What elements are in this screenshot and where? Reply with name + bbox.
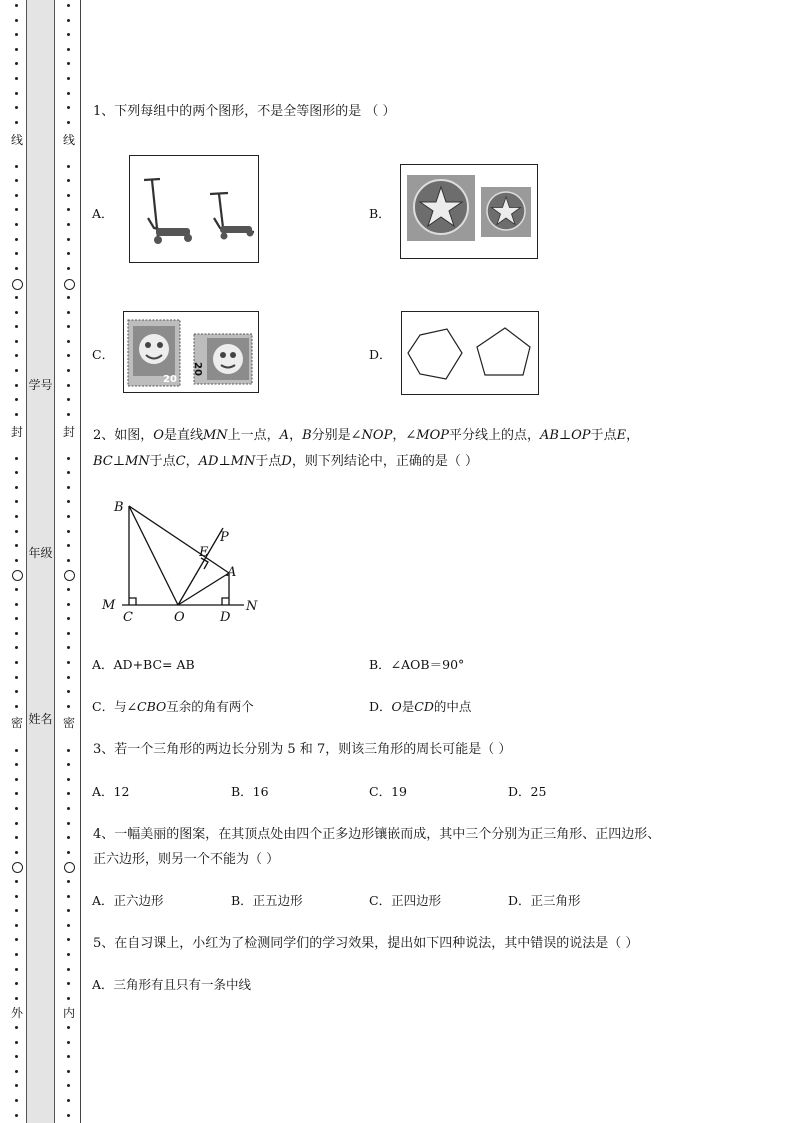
binding-dot: [67, 763, 70, 766]
binding-dot: [15, 982, 18, 985]
binding-dot: [15, 676, 18, 679]
binding-dot: [67, 296, 70, 299]
q1-option-a-label: A．: [92, 206, 114, 221]
geometry-diagram: [96, 494, 266, 624]
binding-dot: [67, 238, 70, 241]
margin-char-nei: 内: [62, 1006, 75, 1020]
binding-dot: [67, 398, 70, 401]
binding-dot: [67, 33, 70, 36]
binding-dot: [67, 457, 70, 460]
binding-dot: [67, 179, 70, 182]
binding-dot: [15, 486, 18, 489]
binding-dot: [15, 909, 18, 912]
hexagon-pentagon-icon: [402, 312, 538, 394]
question-5-stem: 5、在自习课上，小红为了检测同学们的学习效果，提出如下四种说法，其中错误的说法是（ ）: [93, 936, 639, 951]
binding-dot: [67, 267, 70, 270]
q1-option-b-label: B．: [369, 206, 391, 221]
binding-dot: [67, 617, 70, 620]
margin-border-line: [80, 0, 81, 1123]
binding-dot: [15, 179, 18, 182]
binding-hole-icon: [64, 862, 75, 873]
binding-dot: [67, 938, 70, 941]
binding-dot: [67, 530, 70, 533]
q1-option-d-label: D．: [369, 347, 392, 362]
label-C: C: [123, 610, 133, 624]
binding-dot: [15, 19, 18, 22]
binding-dot: [15, 661, 18, 664]
q5-option-a: A．三角形有且只有一条中线: [92, 977, 252, 992]
binding-dot: [67, 778, 70, 781]
binding-dot: [67, 588, 70, 591]
binding-dot: [15, 398, 18, 401]
label-M: M: [102, 598, 116, 613]
binding-dot: [15, 500, 18, 503]
binding-dot: [15, 165, 18, 168]
binding-dot: [67, 4, 70, 7]
binding-dot: [67, 121, 70, 124]
binding-dot: [67, 486, 70, 489]
question-2-stem-line1: 2、如图，O是直线MN上一点，A，B分别是∠NOP，∠MOP平分线上的点，AB⊥OP于点E，: [93, 428, 640, 443]
binding-dot: [15, 1041, 18, 1044]
q1-figure-scooters: [129, 155, 259, 263]
binding-dot: [15, 938, 18, 941]
binding-dot: [15, 223, 18, 226]
binding-dot: [15, 530, 18, 533]
binding-dot: [15, 953, 18, 956]
binding-dot: [67, 223, 70, 226]
binding-dot: [15, 1114, 18, 1117]
binding-dot: [15, 763, 18, 766]
binding-dot: [15, 1099, 18, 1102]
margin-char-mi-inner: 密: [62, 716, 75, 730]
binding-dot: [15, 325, 18, 328]
field-label-nianji: 年级: [28, 546, 53, 560]
binding-dot: [67, 471, 70, 474]
binding-dot: [15, 515, 18, 518]
binding-dot: [67, 924, 70, 927]
binding-dot: [15, 851, 18, 854]
binding-dot: [67, 603, 70, 606]
margin-char-wai: 外: [10, 1006, 23, 1020]
binding-dot: [67, 92, 70, 95]
binding-dot: [67, 792, 70, 795]
binding-dot: [67, 1026, 70, 1029]
q1-figure-polygons: [401, 311, 539, 395]
binding-dot: [15, 617, 18, 620]
binding-dot: [67, 880, 70, 883]
binding-dot: [15, 340, 18, 343]
binding-dot: [67, 836, 70, 839]
binding-dot: [15, 62, 18, 65]
binding-dot: [15, 1070, 18, 1073]
binding-dot: [15, 778, 18, 781]
binding-dot: [67, 311, 70, 314]
binding-dot: [67, 354, 70, 357]
binding-dot: [67, 384, 70, 387]
q4-option-a: A．正六边形: [92, 893, 164, 908]
binding-dot: [15, 194, 18, 197]
q2-geometry-figure: [96, 494, 266, 624]
binding-dot: [67, 325, 70, 328]
binding-dot: [15, 48, 18, 51]
outer-dotted-line: [12, 0, 22, 1123]
binding-dot: [15, 384, 18, 387]
student-info-band: [26, 0, 55, 1123]
q4-option-c: C．正四边形: [369, 893, 442, 908]
binding-dot: [15, 106, 18, 109]
binding-dot: [67, 194, 70, 197]
binding-dot: [15, 121, 18, 124]
binding-dot: [67, 822, 70, 825]
binding-dot: [15, 822, 18, 825]
binding-dot: [15, 632, 18, 635]
q2-option-d: D．O是CD的中点: [369, 699, 472, 714]
binding-dot: [15, 646, 18, 649]
binding-dot: [67, 48, 70, 51]
binding-dot: [67, 515, 70, 518]
binding-dot: [15, 968, 18, 971]
binding-dot: [67, 544, 70, 547]
star-emblem-icon: [401, 165, 537, 258]
binding-dot: [15, 880, 18, 883]
label-E: E: [199, 545, 209, 560]
binding-dot: [15, 4, 18, 7]
binding-dot: [15, 369, 18, 372]
binding-dot: [67, 165, 70, 168]
binding-dot: [15, 33, 18, 36]
binding-dot: [15, 471, 18, 474]
binding-dot: [67, 676, 70, 679]
q2-option-a: A．AD+BC= AB: [92, 657, 195, 672]
margin-char-feng-outer: 封: [10, 425, 23, 439]
binding-dot: [67, 705, 70, 708]
question-1-stem: 1、下列每组中的两个图形，不是全等图形的是 （ ）: [93, 104, 396, 119]
margin-char-xian-outer: 线: [10, 133, 23, 147]
q1-figure-emblems: [400, 164, 538, 259]
binding-hole-icon: [12, 570, 23, 581]
binding-hole-icon: [64, 279, 75, 290]
margin-char-mi-outer: 密: [10, 716, 23, 730]
q2-option-b: B．∠AOB＝90°: [369, 657, 465, 672]
binding-dot: [67, 909, 70, 912]
binding-dot: [15, 77, 18, 80]
binding-dot: [67, 500, 70, 503]
q3-option-b: B．16: [231, 784, 269, 799]
q2-option-c: C．与∠CBO互余的角有两个: [92, 699, 254, 714]
binding-hole-icon: [12, 862, 23, 873]
binding-dot: [15, 457, 18, 460]
binding-dot: [15, 1055, 18, 1058]
question-4-stem-line1: 4、一幅美丽的图案，在其顶点处由四个正多边形镶嵌而成，其中三个分别为正三角形、正四边形、: [93, 827, 661, 842]
question-4-stem-line2: 正六边形，则另一个不能为（ ）: [93, 852, 280, 867]
label-B: B: [114, 500, 124, 515]
binding-dot: [67, 62, 70, 65]
binding-hole-icon: [12, 279, 23, 290]
field-label-xingming: 姓名: [28, 712, 53, 726]
binding-dot: [67, 1084, 70, 1087]
binding-dot: [15, 705, 18, 708]
binding-dot: [67, 1099, 70, 1102]
binding-dot: [67, 106, 70, 109]
binding-dot: [67, 646, 70, 649]
scooter-icon: [130, 156, 258, 262]
label-P: P: [220, 530, 229, 545]
margin-char-feng-inner: 封: [62, 425, 75, 439]
binding-dot: [15, 238, 18, 241]
question-3-stem: 3、若一个三角形的两边长分别为 5 和 7，则该三角形的周长可能是（ ）: [93, 742, 512, 757]
binding-dot: [15, 603, 18, 606]
q4-option-d: D．正三角形: [508, 893, 581, 908]
binding-dot: [15, 413, 18, 416]
binding-dot: [67, 690, 70, 693]
binding-dot: [67, 369, 70, 372]
binding-dot: [67, 208, 70, 211]
q3-option-d: D．25: [508, 784, 547, 799]
binding-dot: [67, 851, 70, 854]
binding-dot: [67, 1114, 70, 1117]
binding-dot: [67, 252, 70, 255]
binding-dot: [15, 588, 18, 591]
binding-dot: [67, 661, 70, 664]
binding-dot: [15, 1026, 18, 1029]
stamp-value-text-rotated: 20: [192, 362, 203, 376]
binding-dot: [15, 895, 18, 898]
binding-dot: [15, 836, 18, 839]
binding-dot: [15, 354, 18, 357]
binding-dot: [67, 19, 70, 22]
binding-dot: [67, 1055, 70, 1058]
binding-dot: [15, 267, 18, 270]
binding-dot: [67, 340, 70, 343]
binding-dot: [15, 544, 18, 547]
binding-dot: [67, 1041, 70, 1044]
q4-option-b: B．正五边形: [231, 893, 303, 908]
q3-option-a: A．12: [92, 784, 130, 799]
q1-figure-stamps: [123, 311, 259, 393]
label-D: D: [220, 610, 231, 624]
q3-option-c: C．19: [369, 784, 407, 799]
binding-hole-icon: [64, 570, 75, 581]
binding-dot: [67, 968, 70, 971]
binding-dot: [15, 690, 18, 693]
binding-dot: [15, 924, 18, 927]
label-A: A: [227, 565, 237, 580]
binding-dot: [15, 749, 18, 752]
inner-dotted-line: [64, 0, 74, 1123]
binding-dot: [67, 982, 70, 985]
binding-dot: [15, 792, 18, 795]
binding-dot: [15, 296, 18, 299]
binding-dot: [67, 1070, 70, 1073]
binding-dot: [15, 208, 18, 211]
binding-dot: [67, 895, 70, 898]
binding-dot: [67, 807, 70, 810]
binding-dot: [15, 311, 18, 314]
binding-dot: [67, 953, 70, 956]
binding-dot: [15, 997, 18, 1000]
binding-dot: [67, 997, 70, 1000]
binding-dot: [67, 632, 70, 635]
binding-dot: [67, 77, 70, 80]
stamp-icon: [124, 312, 258, 392]
label-N: N: [246, 599, 258, 614]
binding-dot: [15, 92, 18, 95]
binding-dot: [67, 413, 70, 416]
question-2-stem-line2: BC⊥MN于点C，AD⊥MN于点D，则下列结论中，正确的是（ ）: [93, 454, 478, 469]
stamp-value-text: 20: [163, 374, 177, 385]
binding-dot: [67, 559, 70, 562]
binding-dot: [15, 252, 18, 255]
field-label-xuehao: 学号: [28, 378, 53, 392]
binding-dot: [67, 749, 70, 752]
q1-option-c-label: C．: [92, 347, 115, 362]
label-O: O: [174, 610, 185, 624]
margin-char-xian-inner: 线: [62, 133, 75, 147]
binding-dot: [15, 807, 18, 810]
binding-dot: [15, 1084, 18, 1087]
binding-dot: [15, 559, 18, 562]
